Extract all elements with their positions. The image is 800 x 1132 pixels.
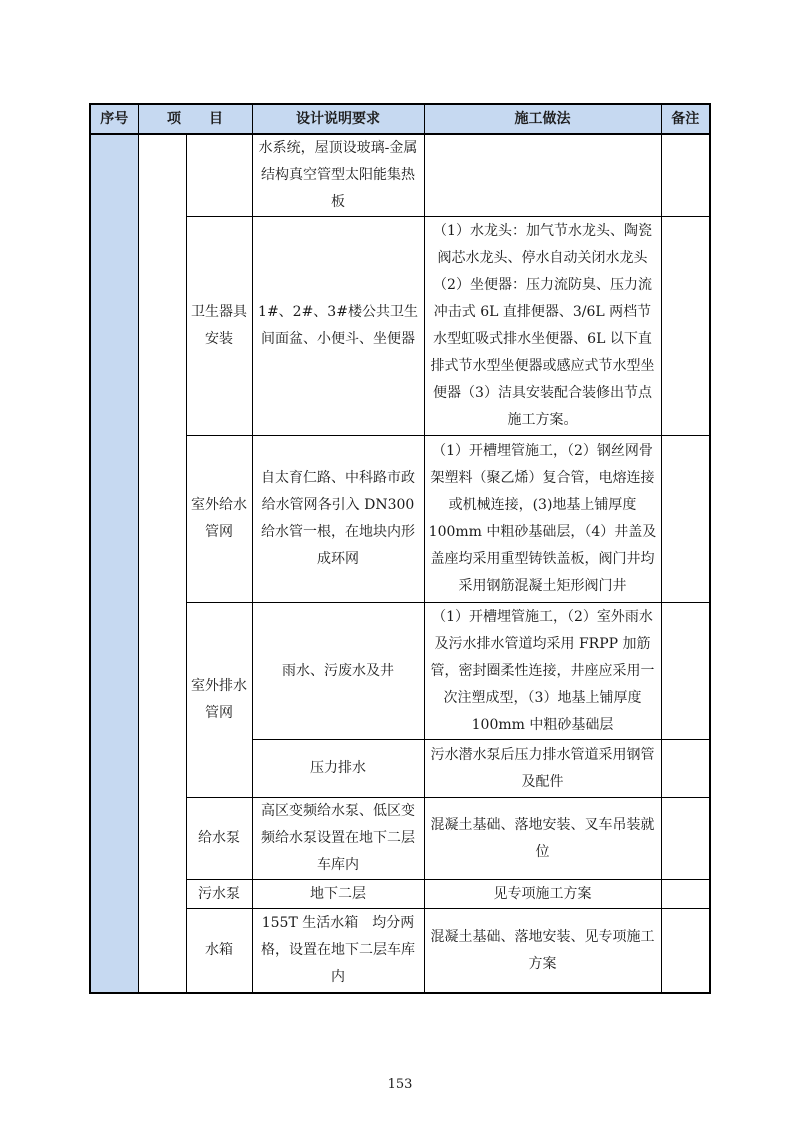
design-cell: 高区变频给水泵、低区变频给水泵设置在地下二层车库内 — [252, 798, 424, 880]
item-cell: 水箱 — [186, 909, 252, 993]
item-cell: 给水泵 — [186, 798, 252, 880]
header-item: 项 目 — [138, 104, 252, 134]
remark-cell — [661, 217, 710, 436]
design-cell: 雨水、污废水及井 — [252, 603, 424, 740]
remark-cell — [661, 798, 710, 880]
method-cell: 污水潜水泵后压力排水管道采用钢管及配件 — [424, 740, 661, 798]
table-header-row — [90, 104, 710, 134]
method-cell: 混凝土基础、落地安装、叉车吊装就位 — [424, 798, 661, 880]
remark-cell — [661, 880, 710, 909]
method-cell: （1）开槽埋管施工，（2）室外雨水及污水排水管道均采用 FRPP 加筋管，密封圈柔性连接，井座应采用一次注塑成型，（3）地基上铺厚度 100mm 中粗砂基础层 — [424, 603, 661, 740]
remark-cell — [661, 740, 710, 798]
remark-cell — [661, 909, 710, 993]
header-method: 施工做法 — [424, 104, 661, 134]
item-cell: 室外给水管网 — [186, 436, 252, 603]
design-cell: 1#、2#、3#楼公共卫生间面盆、小便斗、坐便器 — [252, 217, 424, 436]
item-cell: 室外排水管网 — [186, 603, 252, 798]
remark-cell — [661, 603, 710, 740]
item-cell: 污水泵 — [186, 880, 252, 909]
method-cell: 混凝土基础、落地安装、见专项施工方案 — [424, 909, 661, 993]
seq-cell — [90, 134, 138, 993]
header-seq: 序号 — [90, 104, 138, 134]
header-design: 设计说明要求 — [252, 104, 424, 134]
header-remark: 备注 — [661, 104, 710, 134]
page-number: 153 — [387, 1077, 413, 1092]
category-cell — [138, 134, 186, 993]
remark-cell — [661, 436, 710, 603]
table-row — [90, 134, 710, 217]
method-cell: （1）开槽埋管施工，（2）钢丝网骨架塑料（聚乙烯）复合管，电熔连接或机械连接，(3)地基上铺厚度 100mm 中粗砂基础层，（4）井盖及盖座均采用重型铸铁盖板，阀门井均采用钢筋混凝土矩形阀门井 — [424, 436, 661, 603]
design-cell: 压力排水 — [252, 740, 424, 798]
method-cell — [424, 134, 661, 217]
design-cell: 自太育仁路、中科路市政给水管网各引入 DN300 给水管一根，在地块内形成环网 — [252, 436, 424, 603]
remark-cell — [661, 134, 710, 217]
design-cell: 水系统，屋顶设玻璃-金属结构真空管型太阳能集热板 — [252, 134, 424, 217]
construction-spec-table — [89, 103, 711, 994]
method-cell: 见专项施工方案 — [424, 880, 661, 909]
design-cell: 155T 生活水箱 均分两格，设置在地下二层车库内 — [252, 909, 424, 993]
item-cell: 卫生器具安装 — [186, 217, 252, 436]
design-cell: 地下二层 — [252, 880, 424, 909]
item-cell — [186, 134, 252, 217]
method-cell: （1）水龙头：加气节水龙头、陶瓷阀芯水龙头、停水自动关闭水龙头（2）坐便器：压力流防臭、压力流冲击式 6L 直排便器、3/6L 两档节水型虹吸式排水坐便器、6L 以下直排式节水型坐便器或感应式节水型坐便器（3）洁具安装配合装修出节点施工方案。 — [424, 217, 661, 436]
